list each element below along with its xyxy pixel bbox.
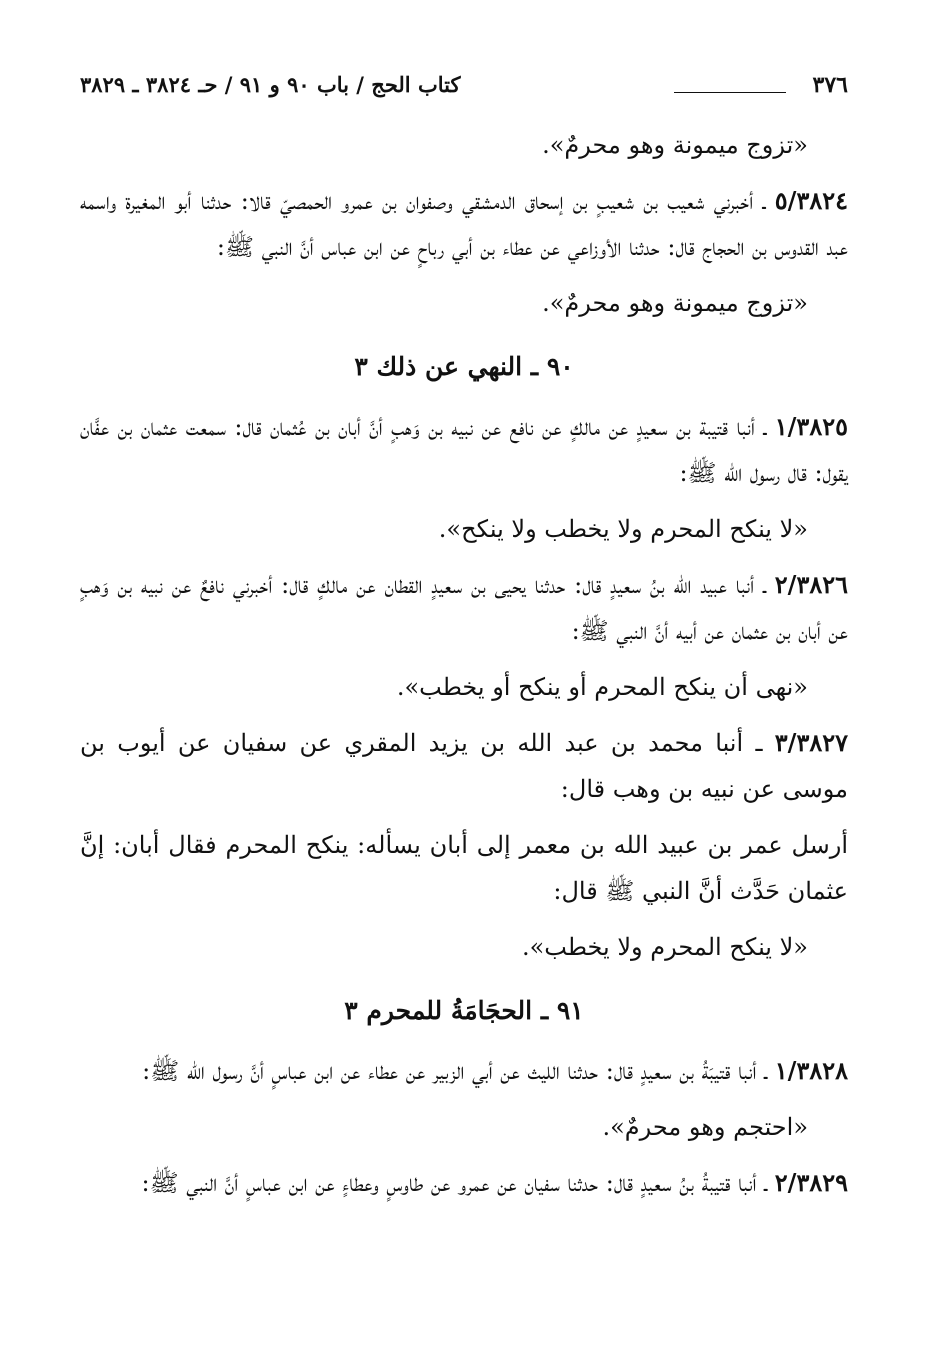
hadith-quote: «احتجم وهو محرمٌ». (602, 1113, 808, 1141)
hadith-text: ـ أنبا قتيبة بن سعيدٍ عن مالكٍ عن نافع عن نبيه بن وَهبٍ أنَّ أبان بن عُثمان قال: سمعت عثمان بن عفَّان يقول: قال رسول الله ﷺ: (80, 413, 848, 487)
hadith-text: ـ أنبا عبيد الله بنُ سعيدٍ قال: حدثنا يحيى بن سعيدٍ القطان عن مالكٍ قال: أخبرني نافعٌ عن نبيه بن وَهبٍ عن أبان بن عثمان عن أبيه أنَّ النبي ﷺ: (80, 571, 848, 645)
hadith-3825 (80, 404, 848, 496)
hadith-number: ٥/٣٨٢٤ (774, 186, 848, 215)
section-heading-91: ٩١ ـ الحجَامَةُ للمحرم ٣ (344, 996, 584, 1025)
hadith-text: ـ أنبا محمد بن عبد الله بن يزيد المقري عن سفيان عن أيوب بن موسى عن نبيه بن وهب قال: (80, 729, 848, 803)
hadith-quote: «تزوج ميمونة وهو محرمٌ». (542, 289, 808, 317)
page-number: ٣٧٦ (812, 72, 848, 98)
hadith-number: ٢/٣٨٢٩ (774, 1168, 848, 1197)
header-rule (674, 92, 786, 93)
running-title: كتاب الحج / باب ٩٠ و ٩١ / حـ ٣٨٢٤ ـ ٣٨٢٩ (80, 72, 461, 97)
hadith-narrative: أرسل عمر بن عبيد الله بن معمر إلى أبان يسأله: ينكح المحرم فقال أبان: إنَّ عثمان حَدَّث أنَّ النبي ﷺ قال: (80, 831, 848, 905)
hadith-number: ١/٣٨٢٨ (774, 1056, 848, 1085)
hadith-text: ـ أنبا قتيبةُ بنُ سعيدٍ قال: حدثنا سفيان عن عمرو عن طاوسٍ وعطاءٍ عن ابن عباسٍ أنَّ النبي ﷺ: (141, 1169, 768, 1197)
hadith-text: ـ أنبا قتيبَةُ بن سعيدٍ قال: حدثنا الليث عن أبي الزبير عن عطاء عن ابن عباسٍ أنَّ رسول الله ﷺ: (142, 1057, 768, 1085)
hadith-number: ٢/٣٨٢٦ (774, 570, 848, 599)
hadith-quote: «نهى أن ينكح المحرم أو ينكح أو يخطب». (396, 673, 808, 701)
hadith-3828 (80, 1048, 848, 1094)
section-heading-90: ٩٠ ـ النهي عن ذلك ٣ (354, 352, 574, 381)
page-header (80, 70, 848, 110)
hadith-3829 (80, 1160, 848, 1206)
hadith-3827 (80, 720, 848, 812)
hadith-3826 (80, 562, 848, 654)
hadith-quote: «تزوج ميمونة وهو محرمٌ». (542, 131, 808, 159)
hadith-3824 (80, 178, 848, 270)
hadith-quote: «لا ينكح المحرم ولا يخطب ولا ينكح». (438, 515, 808, 543)
hadith-number: ٣/٣٨٢٧ (774, 728, 848, 757)
hadith-number: ١/٣٨٢٥ (774, 412, 848, 441)
hadith-quote: «لا ينكح المحرم ولا يخطب». (521, 933, 808, 961)
hadith-text: ـ أخبرني شعيب بن شعيبٍ بن إسحاق الدمشقي وصفوان بن عمرو الحمصيّ قالا: حدثنا أبو المغيرة واسمه عبد القدوس بن الحجاج قال: حدثنا الأوزاعي عن عطاء بن أبي رباحٍ عن ابن عباس أنَّ النبي ﷺ: (80, 187, 848, 261)
page-body (80, 122, 848, 1216)
